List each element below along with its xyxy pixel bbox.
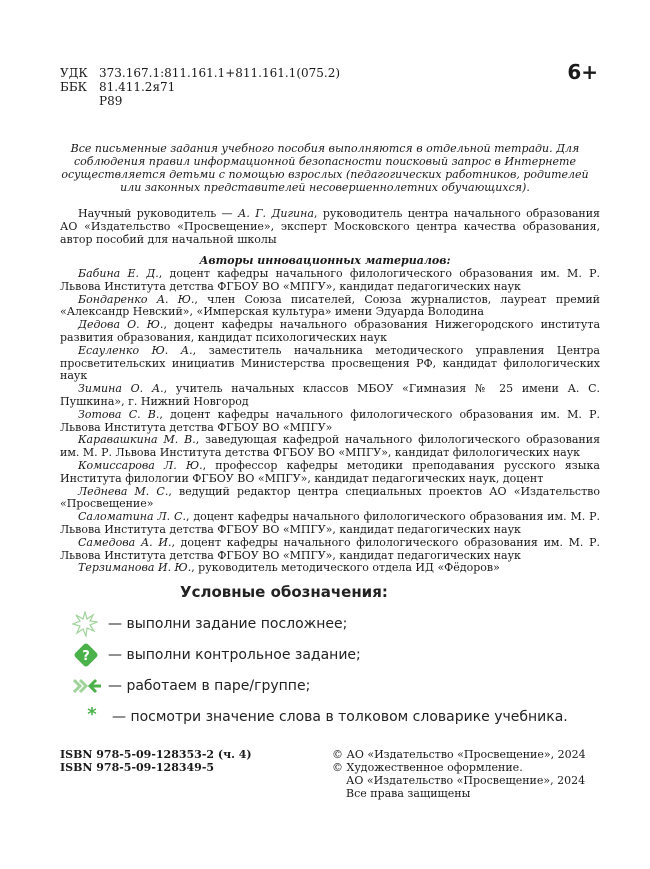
bbk-row <box>60 80 340 94</box>
author-name: Леднева М. С. <box>78 484 169 498</box>
author-name: Бондаренко А. Ю. <box>78 292 195 306</box>
copyright-line: Все права защищены <box>346 787 471 800</box>
author-name: Есауленко Ю. А. <box>78 343 193 357</box>
author-name: Зимина О. А. <box>78 382 164 396</box>
isbn-block <box>60 748 252 774</box>
supervisor-name: А. Г. Дигина <box>238 207 314 220</box>
author-desc: , заведующая кафедрой начального филологического образования им. М. Р. Львова Института детства ФГБОУ ВО «МПГУ», кандидат филологических наук <box>60 433 601 460</box>
udk-row <box>60 66 340 80</box>
authors-heading: Авторы инновационных материалов: <box>199 254 451 267</box>
author-entry <box>60 268 600 294</box>
pair-arrows-icon <box>72 674 108 698</box>
classification-block <box>60 66 340 108</box>
isbn-line: ISBN 978-5-09-128353-2 (ч. 4) <box>60 748 252 761</box>
legend-text-control: — выполни контрольное задание; <box>108 646 361 663</box>
udk-value: 373.167.1:811.161.1+811.161.1(075.2) <box>99 66 341 80</box>
legend-title: Условные обозначения: <box>180 583 388 601</box>
bbk-label: ББК <box>60 80 87 94</box>
burst-star-icon <box>72 612 108 636</box>
scientific-supervisor <box>60 207 600 246</box>
svg-text:?: ? <box>82 648 90 664</box>
copyright-line: © Художественное оформление. <box>332 761 523 774</box>
author-entry <box>60 383 600 409</box>
isbn-line: ISBN 978-5-09-128349-5 <box>60 761 215 774</box>
author-entry <box>60 319 600 345</box>
question-diamond-icon <box>72 643 108 667</box>
author-code: Р89 <box>99 94 123 108</box>
author-name: Терзиманова И. Ю. <box>78 561 192 575</box>
usage-notice: Все письменные задания учебного пособия выполняются в отдельной тетради. Для соблюдения правил информационной безопасности поисковый запрос в Интернете осуществляется детьми с помощью взрослых (педагогических работников, родителей или законных представителей несовершеннолетних обучающихся). <box>61 142 589 194</box>
udk-label: УДК <box>60 66 88 80</box>
author-entry <box>60 294 600 320</box>
author-entry <box>60 434 600 460</box>
author-name: Бабина Е. Д. <box>78 267 159 280</box>
author-entry <box>60 562 600 575</box>
author-name: Зотова С. В. <box>78 407 160 421</box>
legend-item-harder <box>72 608 568 639</box>
author-desc: , профессор кафедры методики преподавания русского языка Института филологии ФГБОУ ВО «МПГУ», кандидат педагогических наук, доцент <box>60 458 600 485</box>
author-entry <box>60 460 600 486</box>
legend-item-pair <box>72 670 568 701</box>
legend-item-dictionary <box>72 701 568 732</box>
author-code-row <box>60 94 340 108</box>
authors-list <box>60 268 600 575</box>
author-name: Комиссарова Л. Ю. <box>78 458 203 472</box>
author-desc: , заместитель начальника методического управления Центра просветительских инициатив Министерства просвещения РФ, кандидат филологических наук <box>60 343 600 383</box>
author-name: Самедова А. И. <box>78 535 172 549</box>
author-entry <box>60 409 600 435</box>
age-rating: 6+ <box>567 60 598 84</box>
author-entry <box>60 511 600 537</box>
legend-text-pair: — работаем в паре/группе; <box>108 677 311 694</box>
supervisor-prefix: Научный руководитель — <box>78 207 239 220</box>
bbk-value: 81.411.2я71 <box>99 80 176 94</box>
author-entry <box>60 345 600 383</box>
author-desc: , член Союза писателей, Союза журналистов, лауреат премий «Александр Невский», «Имперская культура» имени Эдуарда Володина <box>60 292 600 319</box>
legend-list <box>72 608 568 732</box>
author-desc: , доцент кафедры начального образования Нижегородского института развития образования, кандидат психологических наук <box>60 318 601 344</box>
legend-item-control <box>72 639 568 670</box>
author-desc: , учитель начальных классов МБОУ «Гимназия № 25 имени А. С. Пушкина», г. Нижний Новгород <box>60 382 600 408</box>
author-desc: , руководитель методического отдела ИД «Фёдоров» <box>191 561 500 575</box>
legend-text-dictionary: — посмотри значение слова в толковом словарике учебника. <box>112 708 568 725</box>
author-name: Каравашкина М. В. <box>78 433 196 447</box>
legend-text-harder: — выполни задание посложнее; <box>108 615 348 632</box>
copyright-line: © АО «Издательство «Просвещение», 2024 <box>332 748 586 761</box>
asterisk-icon: * <box>87 703 97 725</box>
author-name: Дедова О. Ю. <box>78 318 164 332</box>
author-name: Саломатина Л. С. <box>78 510 186 524</box>
author-desc: , доцент кафедры начального филологического образования им. М. Р. Львова Института детства ФГБОУ ВО «МПГУ», кандидат педагогических наук <box>60 267 600 293</box>
author-desc: , доцент кафедры начального филологического образования им. М. Р. Львова Института детства ФГБОУ ВО «МПГУ», кандидат педагогических наук <box>60 535 600 562</box>
author-desc: , доцент кафедры начального филологического образования им. М. Р. Львова Института детства ФГБОУ ВО «МПГУ» <box>60 407 600 434</box>
copyright-line: АО «Издательство «Просвещение», 2024 <box>346 774 586 787</box>
author-entry <box>60 486 600 512</box>
supervisor-text: , руководитель центра начального образования АО «Издательство «Просвещение», эксперт Московского центра качества образования, автор пособий для начальной школы <box>60 207 600 246</box>
author-desc: , доцент кафедры начального филологического образования им. М. Р. Львова Института детства ФГБОУ ВО «МПГУ», кандидат педагогических наук <box>60 510 600 536</box>
copyright-block <box>332 748 586 800</box>
author-entry <box>60 537 600 563</box>
author-desc: , ведущий редактор центра специальных проектов АО «Издательство «Просвещение» <box>60 484 600 511</box>
